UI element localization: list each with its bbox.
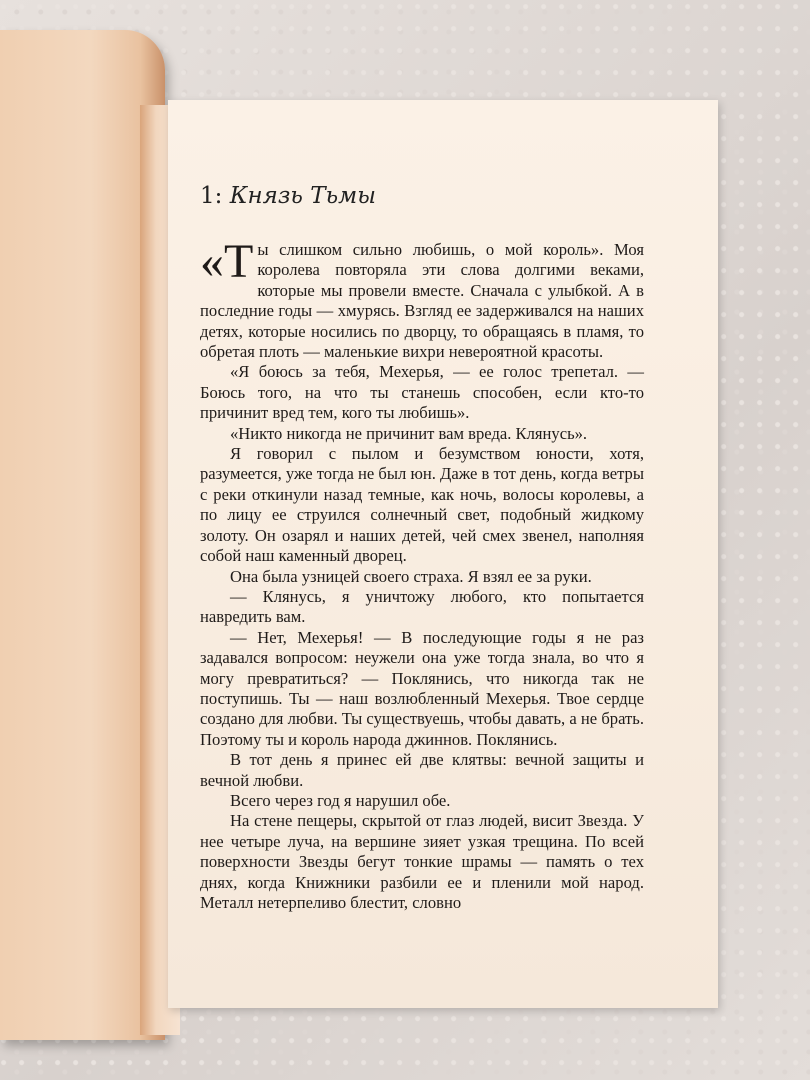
paragraph: В тот день я принес ей две клятвы: вечной защиты и вечной любви. xyxy=(200,750,644,790)
paragraph-text: ы слишком сильно любишь, о мой король». Моя королева повторяла эти слова долгими веками, которые мы провели вместе. Сначала с улыбкой. А в последние годы — хмурясь. Взгляд ее задерживался на наших детях, которые носились по дворцу, то обращаясь в пламя, то обретая плоть — маленькие вихри невероятной красоты. xyxy=(200,240,644,362)
paragraph: На стене пещеры, скрытой от глаз людей, висит Звезда. У нее четыре луча, на вершине зияет узкая трещина. По всей поверхности Звезды бегут тонкие шрамы — память о тех днях, когда Книжники разбили ее и пленили мой народ. Металл нетерпеливо блестит, словно xyxy=(200,811,644,912)
chapter-title: Князь Тьмы xyxy=(229,183,376,209)
drop-cap: «Т xyxy=(200,235,254,288)
paragraph: — Нет, Мехерья! — В последующие годы я не раз задавался вопросом: неужели она уже тогда знала, во что я могу превратиться? — Поклянись, что никогда так не поступишь. Ты — наш возлюбленный Мехерья. Твое сердце создано для любви. Ты существуешь, чтобы давать, а не брать. Поэтому ты и король народа джиннов. Поклянись. xyxy=(200,627,644,749)
paragraph: «Никто никогда не причинит вам вреда. Клянусь». xyxy=(230,423,588,443)
body-text xyxy=(200,235,644,913)
paragraph xyxy=(200,235,644,362)
chapter-number: 1: xyxy=(200,183,223,209)
paragraph: Я говорил с пылом и безумством юности, хотя, разумеется, уже тогда не был юн. Даже в тот день, когда ветры с реки откинули назад темные, как ночь, волосы королевы, а по лицу ее струился солнечный свет, подобный жидкому золоту. Он озарял и наших детей, чей смех звенел, наполняя собой наш каменный дворец. xyxy=(200,444,644,566)
chapter-heading xyxy=(200,183,376,209)
paragraph: — Клянусь, я уничтожу любого, кто попытается навредить вам. xyxy=(200,586,644,627)
paragraph: «Я боюсь за тебя, Мехерья, — ее голос трепетал. — Боюсь того, на что ты станешь способен, если кто-то причинит вред тем, кого ты любишь». xyxy=(200,362,644,423)
paragraph: Она была узницей своего страха. Я взял ее за руки. xyxy=(230,566,592,586)
paragraph: Всего через год я нарушил обе. xyxy=(230,790,451,810)
